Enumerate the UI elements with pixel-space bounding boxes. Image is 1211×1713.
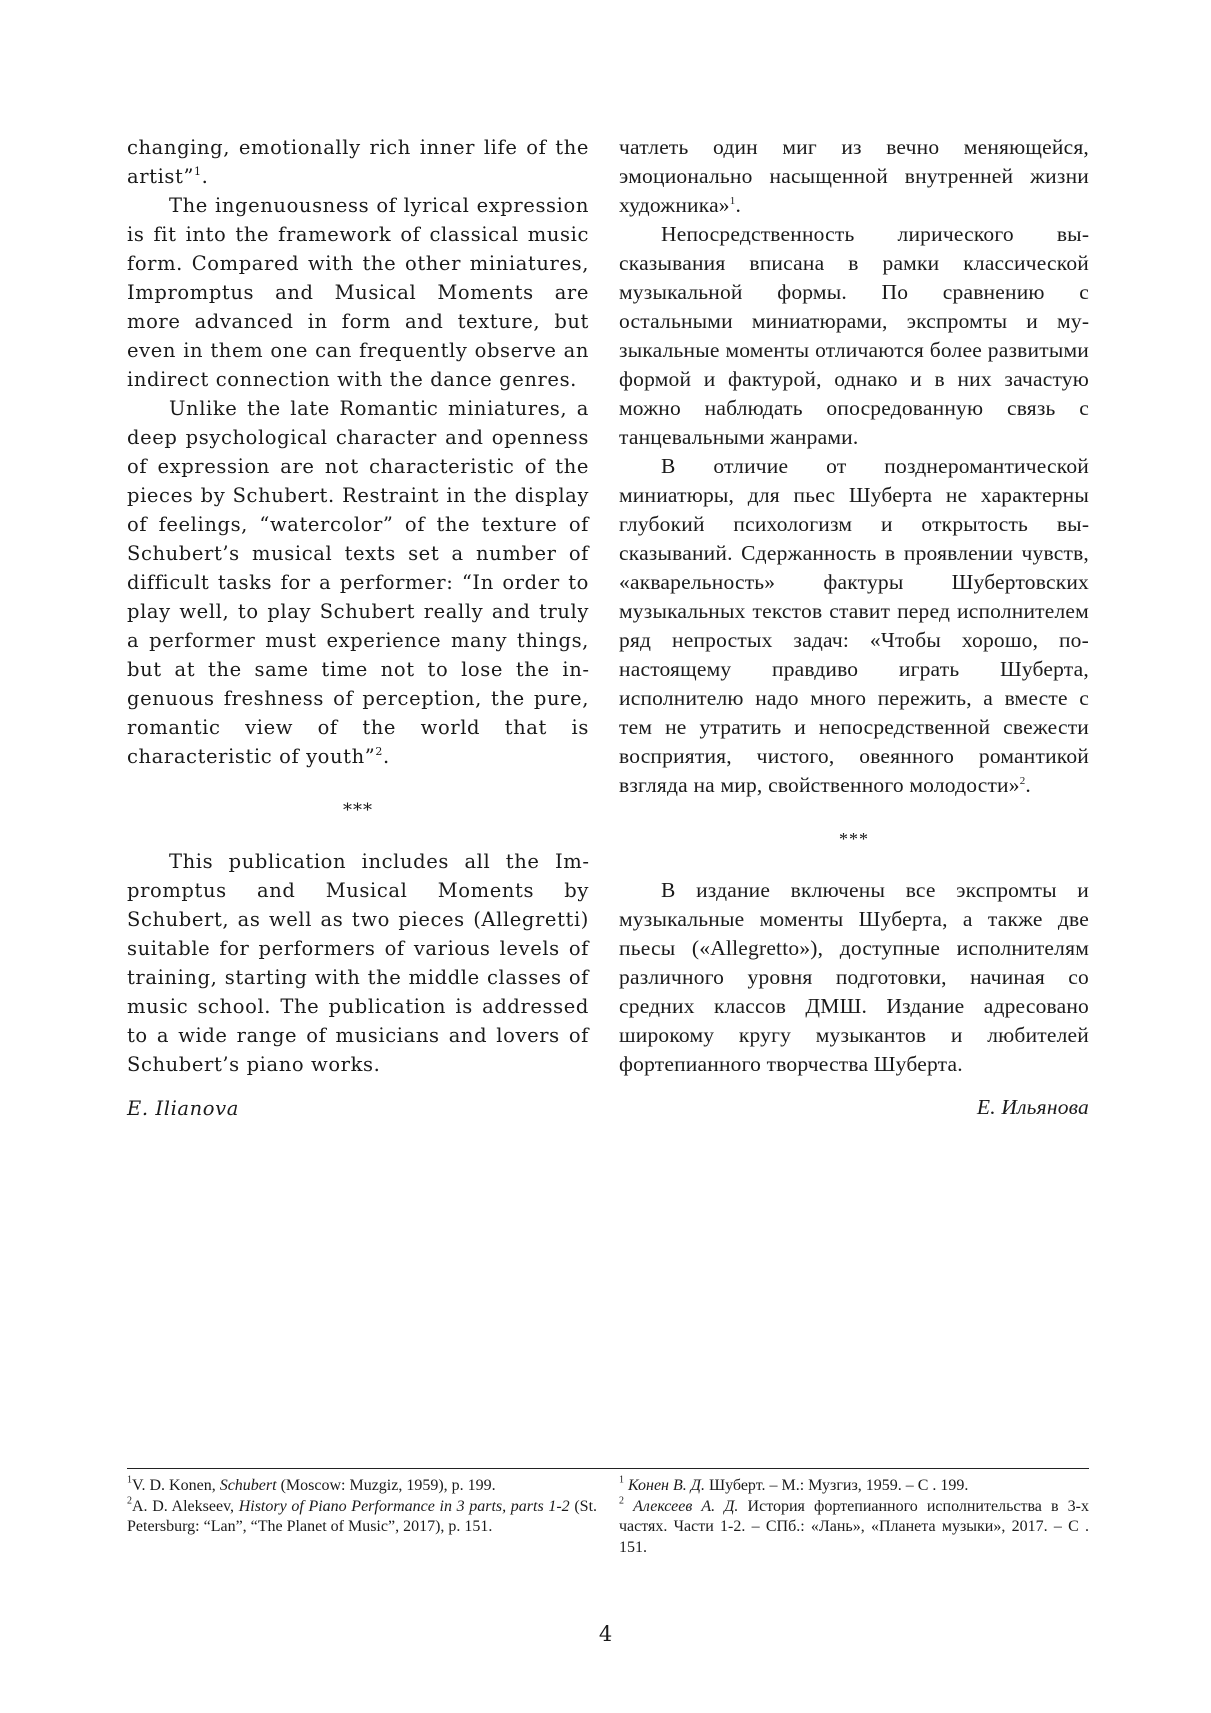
english-column [127, 133, 589, 1123]
russian-column [619, 133, 1089, 1122]
footnote-ref-1: 1 [194, 164, 202, 178]
russian-paragraph-4: В издание включены все экспромты и музыкальные моменты Шуберта, а также две пьесы («Allegretto»), доступные исполнителям различного уровня подготовки, начиная со средних классов ДМШ. Издание адресовано широкому кругу музыкантов и любителей фортепианного творчества Шуберта. [619, 878, 1089, 1076]
footnote: $^2$A. D. Alekseev, History of Piano Performance in 3 parts, parts 1-2 (St. Petersburg: “Lan”, “The Planet of Music”, 2017), p. 151. [127, 1495, 598, 1535]
section-separator: *** [343, 800, 373, 821]
english-paragraph-2: The ingenuousness of lyrical expression is fit into the framework of classical music form. Compared with the other miniatures, Impromptus and Musical Moments are more advanced in form and texture, but even in them one can frequently observe an indirect connection with the dance genres. [127, 194, 589, 391]
footnote-divider [127, 1468, 1089, 1469]
english-paragraph-4: This publication includes all the Impromptus and Musical Moments by Schubert, as well as two pieces (Allegretti) suitable for performers of various levels of training, starting with the middle classes of music school. The publication is addressed to a wide range of musicians and lovers of Schubert’s piano works. [127, 850, 589, 1076]
english-signature: E. Ilianova [127, 1097, 239, 1120]
footnote-ref-1: 1 [729, 194, 736, 207]
footnote-ref-2: 2 [375, 744, 383, 758]
english-footnotes [127, 1476, 597, 1538]
footnote-ref-2: 2 [1019, 774, 1026, 787]
russian-signature: Е. Ильянова [976, 1095, 1089, 1119]
english-paragraph-1: changing, emotionally rich inner life of the artist”$^1$. [127, 136, 589, 188]
russian-paragraph-3: В отличие от позднеромантической миниатюры, для пьес Шуберта не характерны глубокий психологизм и открытость высказываний. Сдержанность в проявлении чувств, «акварельность» фактуры Шубертовских музыкальных текстов ставит перед исполнителем ряд непростых задач: «Чтобы хорошо, по-настоящему правдиво играть Шуберта, исполнителю надо много пережить, а вместе с тем не утратить и непосредственной свежести восприятия, чистого, овеянного романтикой взгляда на мир, свойственного молодости»$^2$. [619, 454, 1089, 797]
english-paragraph-3: Unlike the late Romantic miniatures, a deep psychological character and openness of expression are not characteristic of the pieces by Schubert. Restraint in the display of feelings, “watercolor” of the texture of Schubert’s musical texts set a number of difficult tasks for a performer: “In order to play well, to play Schubert really and truly a performer must experience many things, but at the same time not to lose the ingenuous freshness of perception, the pure, romantic view of the world that is characteristic of youth”$^2$. [127, 397, 589, 768]
footnote: $^1$V. D. Konen, Schubert (Moscow: Muzgiz, 1959), p. 199. [127, 1474, 496, 1494]
russian-paragraph-1: чатлеть один миг из вечно меняющейся, эмоционально насыщенной внутренней жизни художника»$^1$. [619, 135, 1089, 217]
section-separator: *** [839, 829, 869, 849]
page-number: 4 [598, 1622, 613, 1646]
russian-footnotes [619, 1476, 1089, 1558]
russian-paragraph-2: Непосредственность лирического высказывания вписана в рамки классической музыкальной формы. По сравнению с остальными миниатюрами, экспромты и музыкальные моменты отличаются более развитыми формой и фактурой, однако и в них зачастую можно наблюдать опосредованную связь с танцевальными жанрами. [619, 222, 1089, 449]
footnote: $^1$ Конен В. Д. Шуберт. – М.: Музгиз, 1959. – С . 199. [619, 1474, 969, 1494]
footnote: $^2$ Алексеев А. Д. История фортепианного исполнительства в 3-х частях. Части 1-2. – СПб.: «Лань», «Планета музыки», 2017. – С . 151. [619, 1495, 1090, 1556]
